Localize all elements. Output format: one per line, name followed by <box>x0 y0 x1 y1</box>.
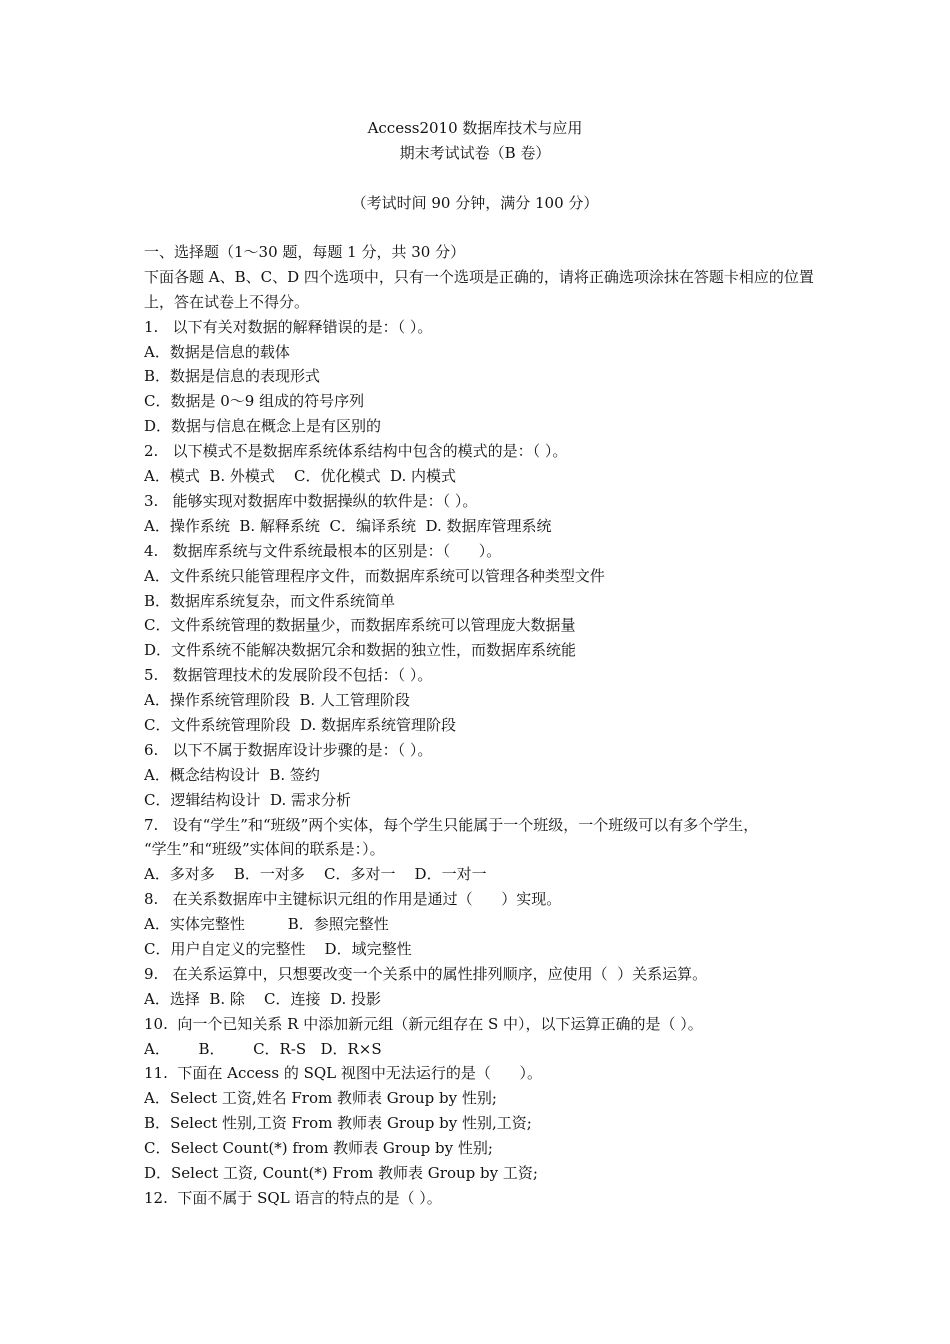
question-6: 6. 以下不属于数据库设计步骤的是：（ ）。 <box>144 740 433 759</box>
option-line: B．数据是信息的表现形式 <box>144 367 321 386</box>
option-line: C．文件系统管理的数据量少，而数据库系统可以管理庞大数据量 <box>144 616 576 635</box>
option-line: A．数据是信息的载体 <box>144 342 290 361</box>
question-3: 3. 能够实现对数据库中数据操纵的软件是：（ ）。 <box>144 491 478 510</box>
option-line: A．概念结构设计 B. 签约 <box>144 765 320 784</box>
document-title: Access2010 数据库技术与应用 <box>367 119 583 137</box>
option-line: A．实体完整性 B．参照完整性 <box>144 915 389 934</box>
option-line: D．文件系统不能解决数据冗余和数据的独立性，而数据库系统能 <box>144 641 577 660</box>
option-line: A． B． C．R-S D．R×S <box>144 1039 382 1058</box>
option-line: C．Select Count(*) from 教师表 Group by 性别; <box>144 1139 493 1158</box>
question-1: 1. 以下有关对数据的解释错误的是：（ ）。 <box>144 317 433 336</box>
question-7-continued: “学生”和“班级”实体间的联系是：）。 <box>144 840 385 859</box>
option-line: A．多对多 B．一对多 C．多对一 D．一对一 <box>144 865 487 884</box>
instructions: 下面各题 A、B、C、D 四个选项中，只有一个选项是正确的，请将正确选项涂抹在答题卡相应的位置上，答在试卷上不得分。 <box>144 267 814 311</box>
question-5: 5. 数据管理技术的发展阶段不包括：（ ）。 <box>144 666 433 685</box>
option-line: C．数据是 0～9 组成的符号序列 <box>144 392 365 411</box>
question-4: 4. 数据库系统与文件系统最根本的区别是：（ ）。 <box>144 541 502 560</box>
option-line: A．Select 工资,姓名 From 教师表 Group by 性别; <box>144 1089 497 1108</box>
option-line: D．数据与信息在概念上是有区别的 <box>144 417 382 436</box>
question-9: 9. 在关系运算中，只想要改变一个关系中的属性排列顺序，应使用（ ）关系运算。 <box>144 964 708 983</box>
document-subtitle: 期末考试试卷（B 卷） <box>399 144 551 162</box>
question-12: 12. 下面不属于 SQL 语言的特点的是（ ）。 <box>144 1188 442 1207</box>
question-11: 11. 下面在 Access 的 SQL 视图中无法运行的是（ ）。 <box>144 1064 543 1083</box>
option-line: C．文件系统管理阶段 D. 数据库系统管理阶段 <box>144 715 457 734</box>
question-8: 8. 在关系数据库中主键标识元组的作用是通过（ ）实现。 <box>144 890 562 909</box>
option-line: A．操作系统管理阶段 B. 人工管理阶段 <box>144 691 410 710</box>
question-7: 7. 设有“学生”和“班级”两个实体，每个学生只能属于一个班级，一个班级可以有多个学生， <box>144 815 759 834</box>
exam-body <box>144 240 824 1211</box>
option-line: A．操作系统 B. 解释系统 C．编译系统 D. 数据库管理系统 <box>144 516 552 535</box>
question-10: 10. 向一个已知关系 R 中添加新元组（新元组存在 S 中），以下运算正确的是（ ）。 <box>144 1014 703 1033</box>
exam-info: （考试时间 90 分钟，满分 100 分） <box>351 194 599 212</box>
option-line: A．选择 B. 除 C．连接 D. 投影 <box>144 989 382 1008</box>
option-line: D．Select 工资, Count(*) From 教师表 Group by 工资; <box>144 1163 538 1182</box>
option-line: B．Select 性别,工资 From 教师表 Group by 性别,工资; <box>144 1114 532 1133</box>
option-line: C．用户自定义的完整性 D．域完整性 <box>144 939 412 958</box>
option-line: A．模式 B. 外模式 C．优化模式 D. 内模式 <box>144 467 457 486</box>
option-line: C．逻辑结构设计 D. 需求分析 <box>144 790 352 809</box>
option-line: A．文件系统只能管理程序文件，而数据库系统可以管理各种类型文件 <box>144 566 605 585</box>
question-2: 2. 以下模式不是数据库系统体系结构中包含的模式的是：（ ）。 <box>144 442 568 461</box>
section-heading: 一、选择题（1～30 题，每题 1 分，共 30 分） <box>144 243 466 261</box>
option-line: B．数据库系统复杂，而文件系统简单 <box>144 591 396 610</box>
